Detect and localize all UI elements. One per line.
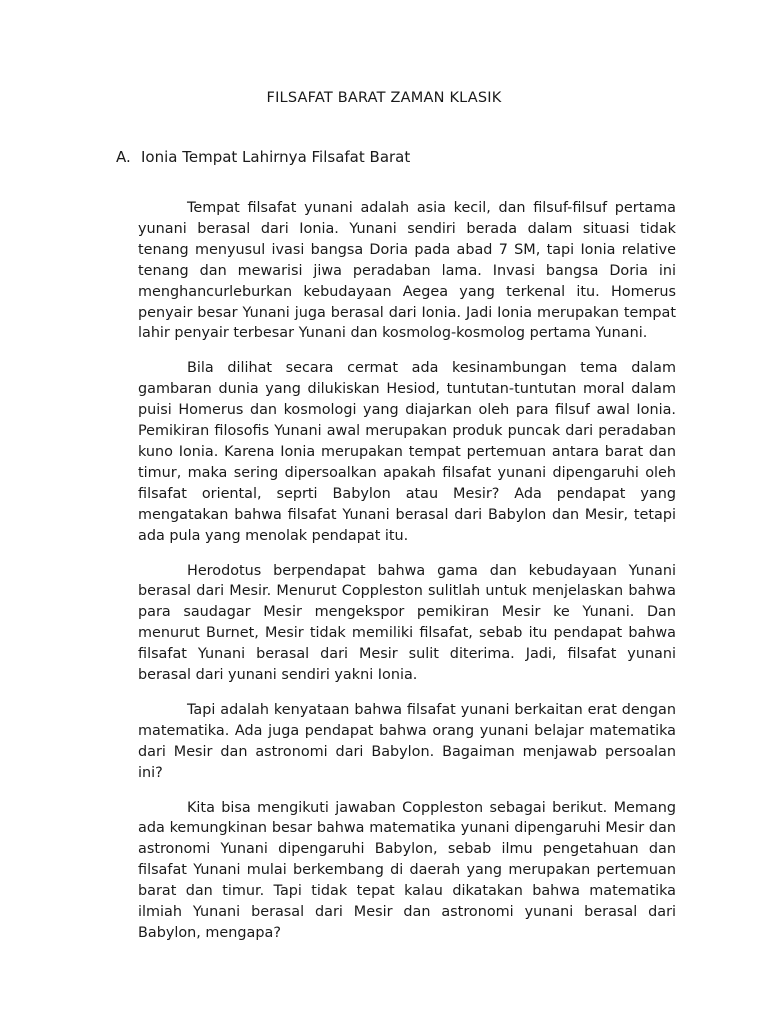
paragraph: Herodotus berpendapat bahwa gama dan kebudayaan Yunani berasal dari Mesir. Menurut Coppleston sulitlah untuk menjelaskan bahwa para saudagar Mesir mengekspor pemikiran Mesir ke Yunani. Dan menurut Burnet, Mesir tidak memiliki filsafat, sebab itu pendapat bahwa filsafat Yunani berasal dari Mesir sulit diterima. Jadi, filsafat yunani berasal dari yunani sendiri yakni Ionia.: [138, 562, 676, 684]
paragraph: Tapi adalah kenyataan bahwa filsafat yunani berkaitan erat dengan matematika. Ada juga pendapat bahwa orang yunani belajar matematika dari Mesir dan astronomi dari Babylon. Bagaiman menjawab persoalan ini?: [138, 701, 676, 781]
paragraph: Kita bisa mengikuti jawaban Coppleston sebagai berikut. Memang ada kemungkinan besar bahwa matematika yunani dipengaruhi Mesir dan astronomi Yunani dipengaruhi Babylon, sebab ilmu pengetahuan dan filsafat Yunani mulai berkembang di daerah yang merupakan pertemuan barat dan timur. Tapi tidak tepat kalau dikatakan bahwa matematika ilmiah Yunani berasal dari Mesir dan astronomi yunani berasal dari Babylon, mengapa?: [138, 799, 676, 941]
paragraph: Bila dilihat secara cermat ada kesinambungan tema dalam gambaran dunia yang dilukiskan Hesiod, tuntutan-tuntutan moral dalam puisi Homerus dan kosmologi yang diajarkan oleh para filsuf awal Ionia. Pemikiran filosofis Yunani awal merupakan produk puncak dari peradaban kuno Ionia. Karena Ionia merupakan tempat pertemuan antara barat dan timur, maka sering dipersoalkan apakah filsafat yunani dipengaruhi oleh filsafat oriental, seprti Babylon atau Mesir? Ada pendapat yang mengatakan bahwa filsafat Yunani berasal dari Babylon dan Mesir, tetapi ada pula yang menolak pendapat itu.: [138, 360, 676, 544]
document-body: [138, 198, 676, 958]
section-heading: [116, 148, 410, 166]
section-number: A.: [116, 148, 131, 166]
paragraph: Tempat filsafat yunani adalah asia kecil, dan filsuf-filsuf pertama yunani berasal dari Ionia. Yunani sendiri berada dalam situasi tidak tenang menyusul ivasi bangsa Doria pada abad 7 SM, tapi Ionia relative tenang dan mewarisi jiwa peradaban lama. Invasi bangsa Doria ini menghancurleburkan kebudayaan Aegea yang terkenal itu. Homerus penyair besar Yunani juga berasal dari Ionia. Jadi Ionia merupakan tempat lahir penyair terbesar Yunani dan kosmolog-kosmolog pertama Yunani.: [138, 200, 676, 342]
page-title: FILSAFAT BARAT ZAMAN KLASIK: [266, 90, 502, 106]
section-heading-text: Ionia Tempat Lahirnya Filsafat Barat: [141, 148, 411, 166]
